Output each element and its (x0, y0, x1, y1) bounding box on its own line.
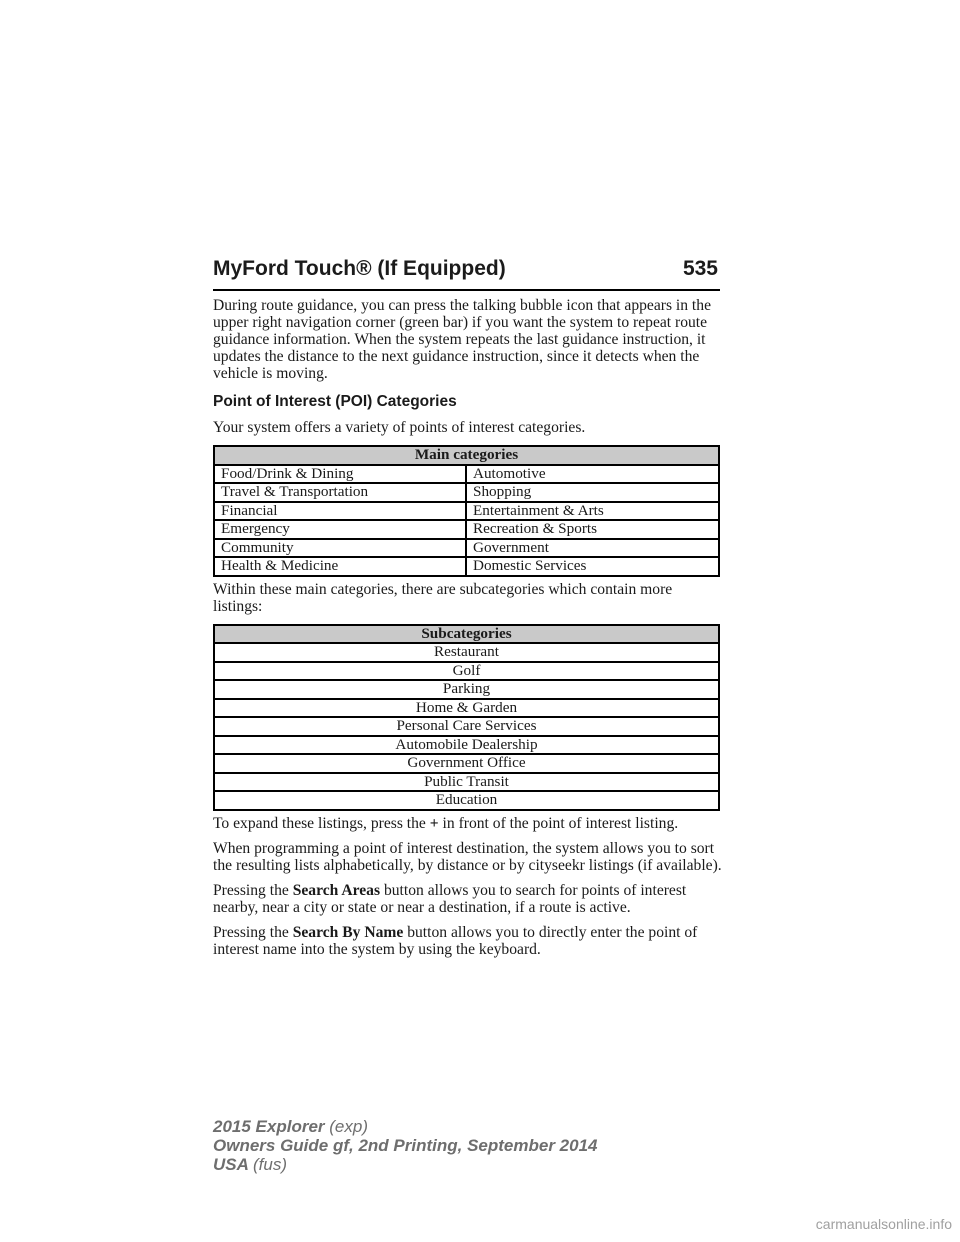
page-footer (213, 1117, 597, 1174)
search-name-button-label: Search By Name (292, 923, 404, 941)
subcategories-header: Subcategories (214, 625, 719, 644)
table-row (214, 680, 719, 699)
footer-model-code: (exp) (329, 1117, 368, 1136)
expand-paragraph (213, 815, 723, 832)
table-cell: Home & Garden (214, 699, 719, 718)
categories-intro: Your system offers a variety of points of interest categories. (213, 419, 586, 436)
main-categories-table (213, 445, 720, 577)
search-name-after: button allows you to directly enter the point of interest name into the system by using the keyboard. (213, 923, 698, 958)
table-row (214, 643, 719, 662)
table-cell: Education (214, 791, 719, 810)
header-title: MyFord Touch® (If Equipped) (213, 257, 506, 280)
table-row (214, 502, 719, 521)
footer-line-2: Owners Guide gf, 2nd Printing, September 2014 (213, 1136, 598, 1155)
table-cell: Recreation & Sports (466, 520, 719, 539)
section-title: Point of Interest (POI) Categories (213, 393, 457, 410)
page-content (213, 297, 723, 966)
page-header (213, 255, 720, 291)
search-areas-before: Pressing the (213, 881, 293, 899)
table-cell: Travel & Transportation (214, 483, 466, 502)
footer-market-code: (fus) (253, 1155, 287, 1174)
sort-paragraph: When programming a point of interest destination, the system allows you to sort the resulting lists alphabetically, by distance or by cityseekr listings (if available). (213, 839, 722, 874)
search-name-before: Pressing the (213, 923, 293, 941)
expand-text-after: in front of the point of interest listing. (438, 814, 679, 832)
footer-line-3 (213, 1155, 597, 1174)
footer-model: 2015 Explorer (213, 1117, 325, 1136)
search-name-paragraph (213, 924, 723, 958)
search-areas-paragraph (213, 882, 723, 916)
table-cell: Parking (214, 680, 719, 699)
watermark: carmanualsonline.info (815, 1216, 952, 1232)
table-cell: Personal Care Services (214, 717, 719, 736)
footer-line-1 (213, 1117, 597, 1136)
table-cell: Public Transit (214, 773, 719, 792)
table-row (214, 699, 719, 718)
table-row (214, 520, 719, 539)
table-row (214, 791, 719, 810)
table-cell: Health & Medicine (214, 557, 466, 576)
main-categories-header: Main categories (214, 446, 719, 465)
table-cell: Food/Drink & Dining (214, 465, 466, 484)
table-cell: Entertainment & Arts (466, 502, 719, 521)
table-cell: Golf (214, 662, 719, 681)
table-row (214, 465, 719, 484)
plus-symbol: + (429, 814, 439, 832)
table-cell: Domestic Services (466, 557, 719, 576)
table-cell: Automotive (466, 465, 719, 484)
table-row (214, 736, 719, 755)
table-row (214, 754, 719, 773)
table-cell: Government (466, 539, 719, 558)
search-areas-button-label: Search Areas (292, 881, 381, 899)
table-row (214, 483, 719, 502)
table-cell: Government Office (214, 754, 719, 773)
table-cell: Automobile Dealership (214, 736, 719, 755)
table-row (214, 557, 719, 576)
table-row (214, 773, 719, 792)
table-row (214, 539, 719, 558)
table-cell: Community (214, 539, 466, 558)
search-areas-after: button allows you to search for points of interest nearby, near a city or state or near a destination, if a route is active. (213, 881, 687, 916)
intro-paragraph: During route guidance, you can press the talking bubble icon that appears in the upper right navigation corner (green bar) if you want the system to repeat route guidance information. When the system repeats the last guidance instruction, it updates the distance to the next guidance instruction, since it detects when the vehicle is moving. (213, 297, 711, 382)
expand-text-before: To expand these listings, press the (213, 814, 430, 832)
subcategories-table (213, 624, 720, 811)
subcategories-intro: Within these main categories, there are subcategories which contain more listings: (213, 580, 673, 615)
table-cell: Emergency (214, 520, 466, 539)
footer-market: USA (213, 1155, 249, 1174)
table-row (214, 717, 719, 736)
page-number: 535 (682, 257, 718, 280)
table-cell: Financial (214, 502, 466, 521)
table-cell: Shopping (466, 483, 719, 502)
table-row (214, 662, 719, 681)
table-cell: Restaurant (214, 643, 719, 662)
